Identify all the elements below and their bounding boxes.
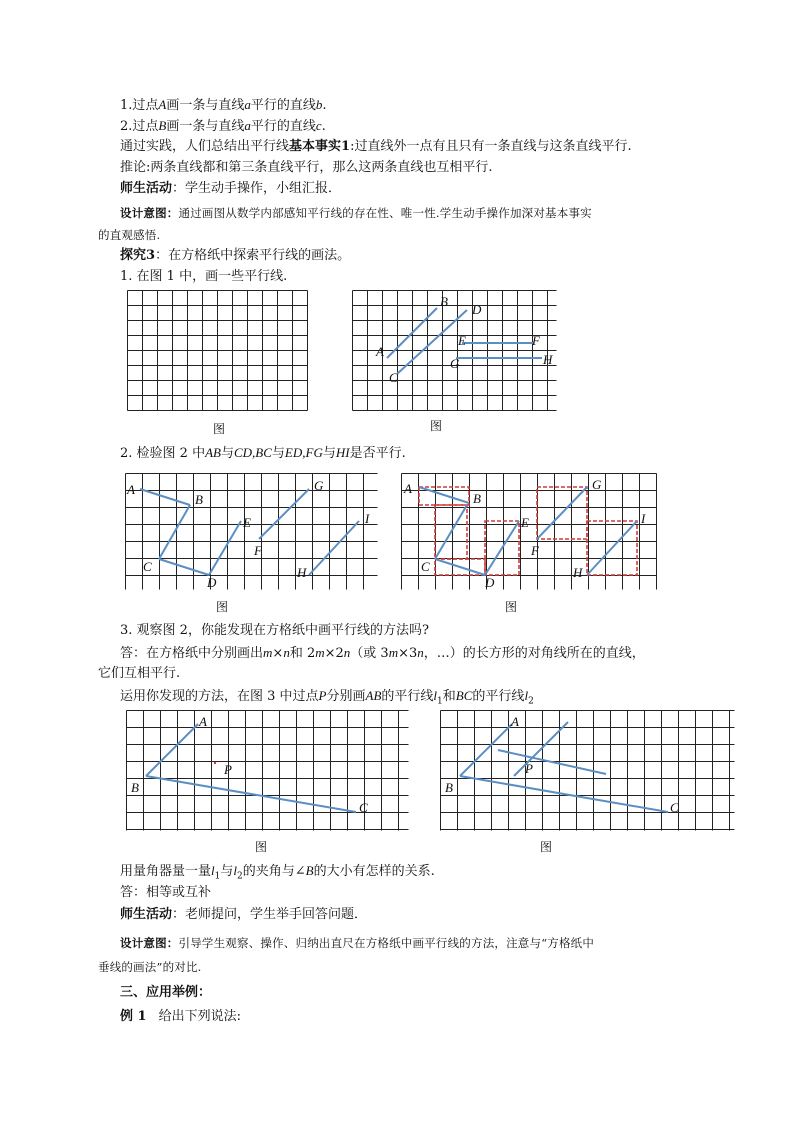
text: 的夹角与∠ <box>242 864 306 879</box>
figure-caption: 图 <box>505 600 518 614</box>
figure-2-grid <box>125 473 379 591</box>
design-intent-2 <box>120 934 594 952</box>
label-h: H <box>543 352 553 367</box>
label-h: H <box>573 565 583 580</box>
grid <box>126 474 378 590</box>
var: AB <box>205 445 221 460</box>
text: 通过实践，人们总结出平行线 <box>120 139 290 154</box>
question-3: 3. 观察图 2，你能发现在方格纸中画平行线的方法吗? <box>120 623 429 638</box>
segment-de <box>485 521 519 575</box>
text: 2.过点 <box>120 119 159 134</box>
var-a-point: A <box>158 97 167 112</box>
label-i: I <box>365 511 370 526</box>
label-a: A <box>127 482 135 497</box>
text: × <box>272 646 284 661</box>
subscript: 2 <box>528 696 534 707</box>
text: 和 2 <box>289 646 316 661</box>
figure-1-parallel-lines <box>352 290 558 413</box>
label-p: P <box>525 761 533 776</box>
text: 给出下列说法: <box>158 1009 241 1024</box>
segment-cd <box>435 559 485 575</box>
var: ED,FG <box>284 445 323 460</box>
question-2 <box>120 444 406 463</box>
var-l: l <box>211 863 215 878</box>
label-b: B <box>131 780 139 795</box>
text: 2. 检验图 2 中 <box>120 446 206 461</box>
text: . <box>322 98 327 113</box>
var-p: P <box>318 688 327 703</box>
grid <box>402 474 657 590</box>
var-n: n <box>283 645 290 660</box>
question-1: 1. 在图 1 中，画一些平行线. <box>120 269 288 284</box>
text: ×3 <box>398 646 418 661</box>
var-m: m <box>388 645 399 660</box>
label-a: A <box>199 714 207 729</box>
line-4: 推论:两条直线都和第三条直线平行，那么这两条直线也互相平行. <box>120 160 493 175</box>
segment-de <box>209 521 241 575</box>
activity-2 <box>120 906 367 924</box>
label-g: G <box>314 478 324 493</box>
label-b: B <box>440 294 448 309</box>
var: AB <box>365 688 382 703</box>
text: （或 3 <box>350 646 389 661</box>
var: BC <box>455 688 473 703</box>
activity-label: 师生活动 <box>120 907 173 922</box>
text: 通过画图从数学内部感知平行线的存在性、唯一性.学生动手操作加深对基本事实 <box>178 206 592 220</box>
text: . <box>321 119 326 134</box>
var-n: n <box>417 645 424 660</box>
figure-3-grid <box>126 710 410 832</box>
label-g: G <box>592 477 602 492</box>
segment-ab <box>419 487 469 503</box>
text: 与 <box>271 446 285 461</box>
segment-hi <box>587 521 637 575</box>
var-a-line: a <box>244 118 251 133</box>
var-c-line: c <box>315 118 322 133</box>
label-f: F <box>531 543 539 558</box>
text: 运用你发现的方法，在图 3 中过点 <box>120 689 319 704</box>
figure-caption: 图 <box>430 419 443 433</box>
label-c: C <box>670 800 679 815</box>
text: 和 <box>442 689 456 704</box>
segment-ba <box>460 724 512 776</box>
segment-ba <box>146 724 198 776</box>
section-heading: 三、应用举例： <box>120 985 212 1000</box>
design-intent-2-cont: 垂线的画法”的对比. <box>98 960 202 974</box>
var-b: B <box>305 863 314 878</box>
var-l: l <box>233 863 238 878</box>
label-c: C <box>143 559 152 574</box>
design-intent-1 <box>120 204 592 222</box>
var-b-line: b <box>315 97 323 112</box>
label-p: P <box>224 762 232 777</box>
measure-line <box>120 862 435 886</box>
answer-3 <box>120 644 645 663</box>
segment-fg <box>537 487 587 539</box>
var: CD,BC <box>233 445 272 460</box>
design-label: 设计意图： <box>120 936 179 950</box>
example-1 <box>120 1008 241 1026</box>
segment-hi <box>309 521 359 575</box>
subscript: 1 <box>437 696 443 707</box>
figure-1-empty-grid <box>127 290 311 413</box>
text: 画一条与直线 <box>166 98 245 113</box>
text: 的平行线 <box>472 689 525 704</box>
label-b: B <box>195 492 203 507</box>
text: 的大小有怎样的关系. <box>313 864 435 879</box>
label-b: B <box>445 780 453 795</box>
design-intent-1-cont: 的直观感悟. <box>98 228 161 242</box>
text: 画一条与直线 <box>166 119 245 134</box>
use-method-line <box>120 687 534 711</box>
bold-text: 探究 <box>120 248 147 263</box>
var-l: l <box>524 688 529 703</box>
design-label: 设计意图： <box>120 206 179 220</box>
label-c: C <box>389 370 398 385</box>
text: :过直线外一点有且只有一条直线与这条直线平行. <box>350 139 632 154</box>
text: 平行的直线 <box>250 119 316 134</box>
var-m: m <box>263 645 273 660</box>
var-a-line: a <box>244 97 251 112</box>
label-c: C <box>359 800 368 815</box>
subscript: 1 <box>214 871 221 882</box>
text: 答：在方格纸中分别画出 <box>120 646 264 661</box>
subscript: 2 <box>237 871 243 882</box>
text: ×2 <box>324 646 344 661</box>
figure-caption: 图 <box>255 840 268 854</box>
activity-label: 师生活动 <box>120 181 173 196</box>
text: 与 <box>220 446 234 461</box>
figure-caption: 图 <box>540 840 553 854</box>
text: ，…）的长方形的对角线所在的直线， <box>423 646 645 661</box>
label-e: E <box>521 515 529 530</box>
label-d: D <box>207 575 217 590</box>
line-2 <box>120 117 326 136</box>
figure-3-grid-solved <box>440 710 736 832</box>
label-d: D <box>472 302 482 317</box>
label-f: F <box>254 543 262 558</box>
text: ：学生动手操作，小组汇报． <box>172 181 342 196</box>
segment-cd <box>159 559 209 575</box>
text: 与 <box>322 446 336 461</box>
point-p-dot <box>214 762 216 764</box>
label-b: B <box>473 491 481 506</box>
label-e: E <box>243 515 251 530</box>
figure-2-grid-checked <box>401 473 659 591</box>
segment-ab <box>140 489 190 505</box>
text: 分别画 <box>326 689 366 704</box>
label-c: C <box>421 559 430 574</box>
label-d: D <box>485 575 495 590</box>
answer-3-cont: 它们互相平行. <box>98 666 181 681</box>
text: 的平行线 <box>381 689 434 704</box>
text: 平行的直线 <box>250 98 316 113</box>
line-1 <box>120 96 327 115</box>
label-a: A <box>376 344 384 359</box>
line-5 <box>120 180 341 198</box>
label-a: A <box>511 714 519 729</box>
answer-angle: 答：相等或互补 <box>120 885 212 900</box>
example-label: 例 1 <box>120 1009 147 1024</box>
text: 引导学生观察、操作、归纳出直尺在方格纸中画平行线的方法，注意与“方格纸中 <box>178 936 595 950</box>
text: 用量角器量一量 <box>120 864 212 879</box>
segment-bc <box>435 505 467 559</box>
bold-text: 3 <box>146 248 156 263</box>
bold-term: 基本事实 <box>289 139 342 154</box>
grid <box>128 291 308 411</box>
label-f: F <box>532 333 540 348</box>
var: HI <box>335 445 350 460</box>
var-m: m <box>315 645 325 660</box>
var-n: n <box>343 645 351 660</box>
label-a: A <box>404 481 412 496</box>
label-e: E <box>458 333 466 348</box>
segment-bc <box>159 505 190 559</box>
segment-fg <box>259 489 309 539</box>
text: 1.过点 <box>120 98 159 113</box>
explore-3-heading <box>120 247 350 265</box>
figure-caption: 图 <box>216 600 229 614</box>
text: ：在方格纸中探索平行线的画法。 <box>155 248 351 263</box>
label-g: G <box>450 356 460 371</box>
text: 是否平行. <box>349 446 406 461</box>
var-l: l <box>433 688 438 703</box>
text: 与 <box>220 864 234 879</box>
figure-caption: 图 <box>213 422 226 436</box>
var-b-point: B <box>158 118 167 133</box>
bold-term-number: 1 <box>341 139 351 154</box>
label-i: I <box>641 511 646 526</box>
label-h: H <box>297 565 307 580</box>
line-3 <box>120 138 632 156</box>
text: ：老师提问，学生举手回答问题． <box>172 907 368 922</box>
